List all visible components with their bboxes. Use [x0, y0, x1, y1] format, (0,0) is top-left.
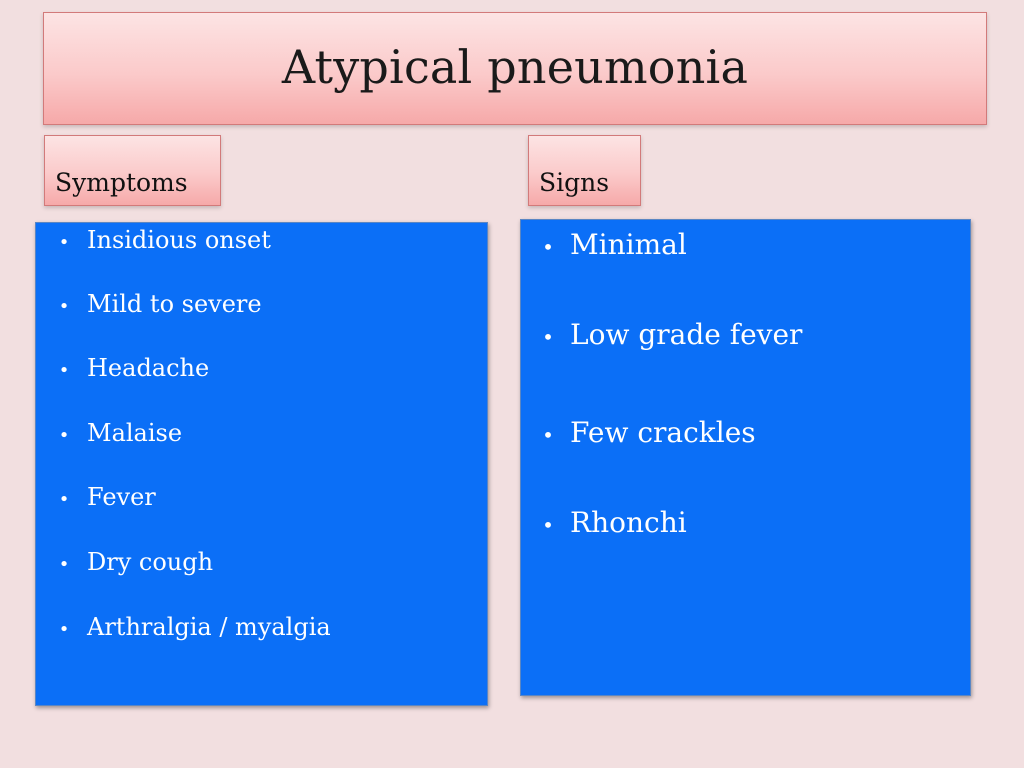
bullet-icon: •: [58, 296, 70, 317]
signs-list-item: [521, 228, 687, 261]
title-banner: [43, 12, 987, 125]
symptoms-item-text: Fever: [87, 483, 156, 511]
bullet-icon: •: [58, 489, 70, 510]
bullet-icon: •: [542, 325, 554, 349]
symptoms-item-text: Insidious onset: [87, 226, 271, 254]
bullet-icon: •: [542, 423, 554, 447]
symptoms-list-item: [36, 290, 262, 318]
bullet-icon: •: [58, 232, 70, 253]
signs-list-item: [521, 416, 756, 449]
signs-heading: Signs: [539, 167, 610, 197]
bullet-icon: •: [58, 619, 70, 640]
signs-heading-box: [528, 135, 641, 206]
symptoms-list-item: [36, 419, 182, 447]
signs-panel: [520, 219, 971, 696]
symptoms-heading-box: [44, 135, 221, 206]
symptoms-list-item: [36, 226, 271, 254]
symptoms-heading: Symptoms: [55, 167, 188, 197]
symptoms-item-text: Malaise: [87, 419, 183, 447]
symptoms-item-text: Headache: [87, 354, 210, 382]
symptoms-list-item: [36, 613, 331, 641]
slide-title: Atypical pneumonia: [281, 39, 749, 94]
signs-item-text: Minimal: [570, 228, 687, 261]
bullet-icon: •: [542, 235, 554, 259]
symptoms-list-item: [36, 548, 213, 576]
bullet-icon: •: [58, 360, 70, 381]
symptoms-panel: [35, 222, 488, 706]
symptoms-list-item: [36, 483, 156, 511]
bullet-icon: •: [58, 554, 70, 575]
signs-list-item: [521, 506, 687, 539]
signs-item-text: Few crackles: [570, 416, 756, 449]
symptoms-item-text: Dry cough: [87, 548, 214, 576]
symptoms-list-item: [36, 354, 209, 382]
signs-item-text: Rhonchi: [570, 506, 687, 539]
bullet-icon: •: [58, 425, 70, 446]
bullet-icon: •: [542, 513, 554, 537]
symptoms-item-text: Mild to severe: [87, 290, 262, 318]
symptoms-item-text: Arthralgia / myalgia: [87, 613, 331, 641]
signs-item-text: Low grade fever: [570, 318, 803, 351]
signs-list-item: [521, 318, 802, 351]
